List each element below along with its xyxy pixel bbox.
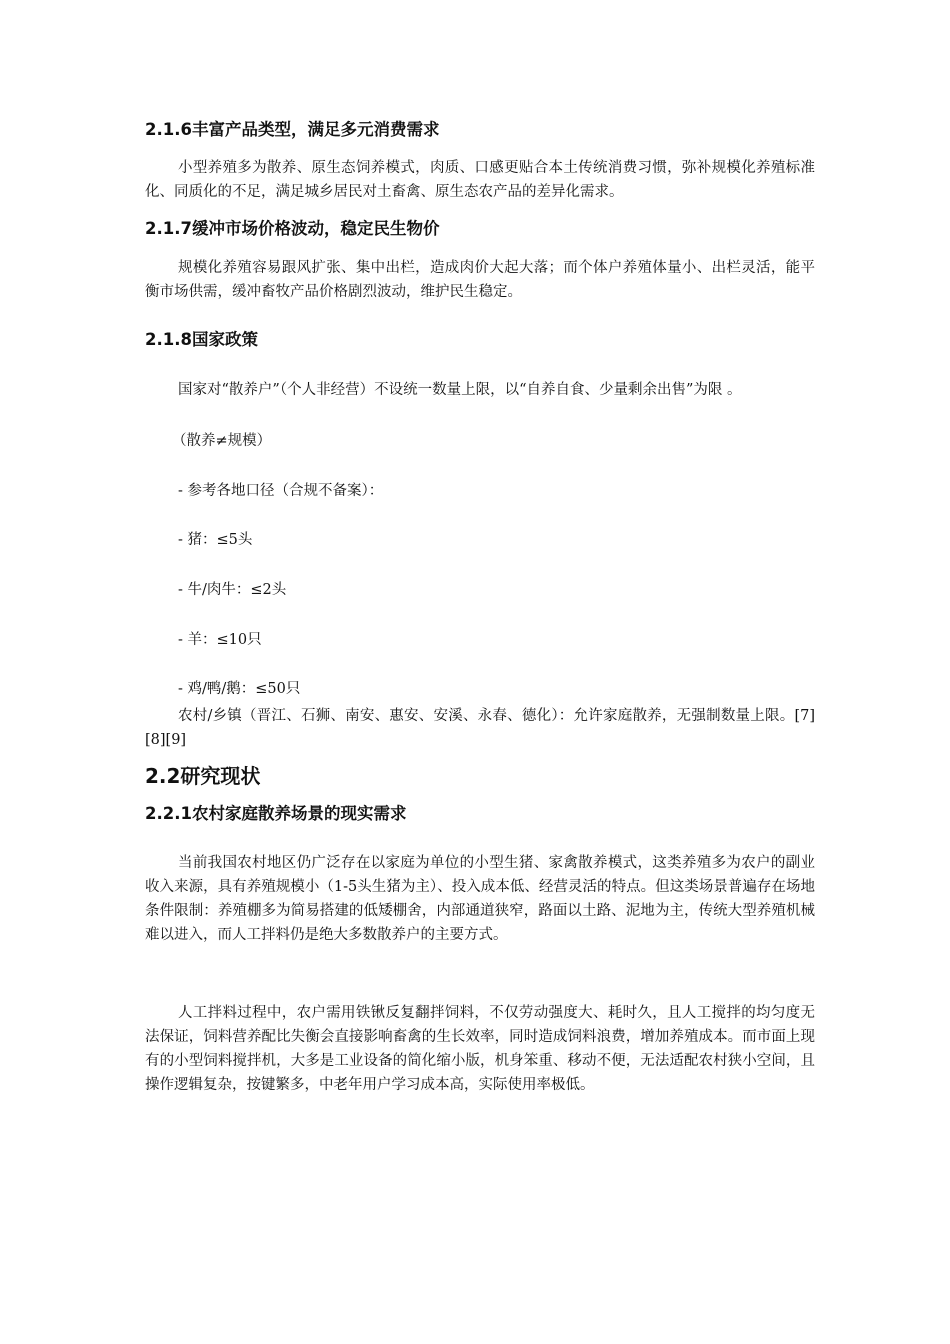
policy-list-item: - 羊：≤10只 — [178, 632, 262, 648]
policy-list-item: - 鸡/鸭/鹅：≤50只 — [178, 681, 301, 697]
policy-list-item: - 牛/肉牛：≤2头 — [178, 582, 287, 598]
section-2-1-7-heading: 2.1.7缓冲市场价格波动，稳定民生物价 — [145, 219, 440, 238]
section-2-2-heading: 2.2研究现状 — [145, 764, 261, 788]
section-2-1-8-heading: 2.1.8国家政策 — [145, 330, 258, 349]
section-2-2-1-paragraph-1: 当前我国农村地区仍广泛存在以家庭为单位的小型生猪、家禽散养模式，这类养殖多为农户的副业收入来源，具有养殖规模小（1-5头生猪为主）、投入成本低、经营灵活的特点。但这类场景普遍存在场地条件限制：养殖棚多为简易搭建的低矮棚舍，内部通道狭窄，路面以土路、泥地为主，传统大型养殖机械难以进入，而人工拌料仍是绝大多数散养户的主要方式。 — [145, 855, 815, 943]
section-2-1-7-body: 规模化养殖容易跟风扩张、集中出栏，造成肉价大起大落；而个体户养殖体量小、出栏灵活，能平衡市场供需，缓冲畜牧产品价格剧烈波动，维护民生稳定。 — [145, 260, 815, 300]
policy-list-item: - 参考各地口径（合规不备案）： — [178, 483, 384, 499]
policy-intro: 国家对“散养户”（个人非经营）不设统一数量上限，以“自养自食、少量剩余出售”为限 。 — [178, 382, 742, 398]
section-2-1-6-body: 小型养殖多为散养、原生态饲养模式，肉质、口感更贴合本土传统消费习惯，弥补规模化养殖标准化、同质化的不足，满足城乡居民对土畜禽、原生态农产品的差异化需求。 — [145, 160, 815, 200]
section-2-2-1-heading: 2.2.1农村家庭散养场景的现实需求 — [145, 804, 407, 823]
section-2-2-1-paragraph-2: 人工拌料过程中，农户需用铁锹反复翻拌饲料，不仅劳动强度大、耗时久，且人工搅拌的均匀度无法保证，饲料营养配比失衡会直接影响畜禽的生长效率，同时造成饲料浪费，增加养殖成本。而市面上现有的小型饲料搅拌机，大多是工业设备的简化缩小版，机身笨重、移动不便，无法适配农村狭小空间，且操作逻辑复杂，按键繁多，中老年用户学习成本高，实际使用率极低。 — [145, 1005, 815, 1093]
policy-rural-note: 农村/乡镇（晋江、石狮、南安、惠安、安溪、永春、德化）：允许家庭散养，无强制数量上限。[7][8][9] — [145, 708, 815, 748]
section-2-1-6-heading: 2.1.6丰富产品类型，满足多元消费需求 — [145, 120, 440, 139]
policy-list-item: - 猪：≤5头 — [178, 532, 253, 548]
policy-note: （散养≠规模） — [172, 433, 272, 449]
